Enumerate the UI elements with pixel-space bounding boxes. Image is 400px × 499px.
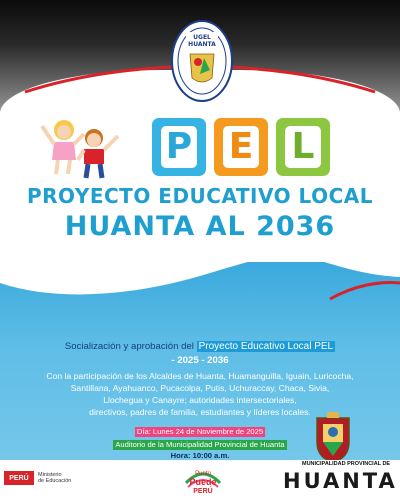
participants-line-1: Con la participación de los Alcaldes de Huanta, Huamanguilla, Iguain, Luricocha, bbox=[46, 371, 354, 381]
peru-flag-icon: PERÚ bbox=[4, 471, 34, 485]
kids-illustration-icon bbox=[38, 112, 122, 182]
participants-line-4: directivos, padres de familia, estudiantes y líderes locales. bbox=[89, 407, 311, 417]
years-range: - 2025 - 2036 bbox=[171, 355, 229, 366]
municipality-label: MUNICIPALIDAD PROVINCIAL DE bbox=[302, 461, 391, 467]
minedu-logo bbox=[4, 467, 74, 489]
headline-line1: PROYECTO EDUCATIVO LOCAL bbox=[27, 184, 373, 208]
pel-block-e bbox=[214, 118, 268, 176]
time-text: Hora: 10:00 a.m. bbox=[170, 451, 230, 460]
headline-line2: HUANTA AL 2036 bbox=[64, 211, 336, 242]
white-wave-shape bbox=[0, 255, 400, 315]
pel-block-p bbox=[152, 118, 206, 176]
pel-highlight: Proyecto Educativo Local PEL bbox=[198, 341, 334, 352]
pel-block-l bbox=[276, 118, 330, 176]
pel-letter-e: E bbox=[223, 126, 259, 168]
pel-letter-l: L bbox=[285, 126, 321, 168]
participants-line-3: Llochegua y Canayre; autoridades intersectoriales, bbox=[103, 395, 297, 405]
svg-text:UGEL: UGEL bbox=[193, 34, 211, 41]
ministry-line1: Ministerio bbox=[38, 471, 62, 478]
date-text: Día: Lunes 24 de Noviembre de 2025 bbox=[136, 427, 264, 436]
socialization-prefix: Socialización y aprobación del bbox=[64, 341, 194, 352]
socialization-line bbox=[0, 341, 400, 352]
municipal-shield-icon bbox=[313, 412, 353, 464]
venue-text: Auditorio de la Municipalidad Provincial de Huanta bbox=[115, 440, 285, 449]
pp-top-text: Punto bbox=[195, 471, 211, 477]
ministry-line2: de Educación bbox=[38, 478, 72, 484]
pel-letter-p: P bbox=[161, 126, 197, 168]
ministry-label bbox=[38, 472, 71, 485]
pp-mid-text: Puede bbox=[189, 477, 217, 487]
peru-puede-logo-icon bbox=[180, 463, 226, 495]
pp-bottom-text: PERÚ bbox=[193, 488, 213, 495]
svg-text:HUANTA: HUANTA bbox=[188, 41, 216, 48]
ugel-seal-icon bbox=[170, 18, 234, 104]
municipality-name: HUANTA bbox=[283, 469, 398, 493]
participants-line-2: Santillana, Ayahuanco, Pucacolpa, Putis, Uchuraccay, Chaca, Sivia, bbox=[70, 383, 330, 393]
